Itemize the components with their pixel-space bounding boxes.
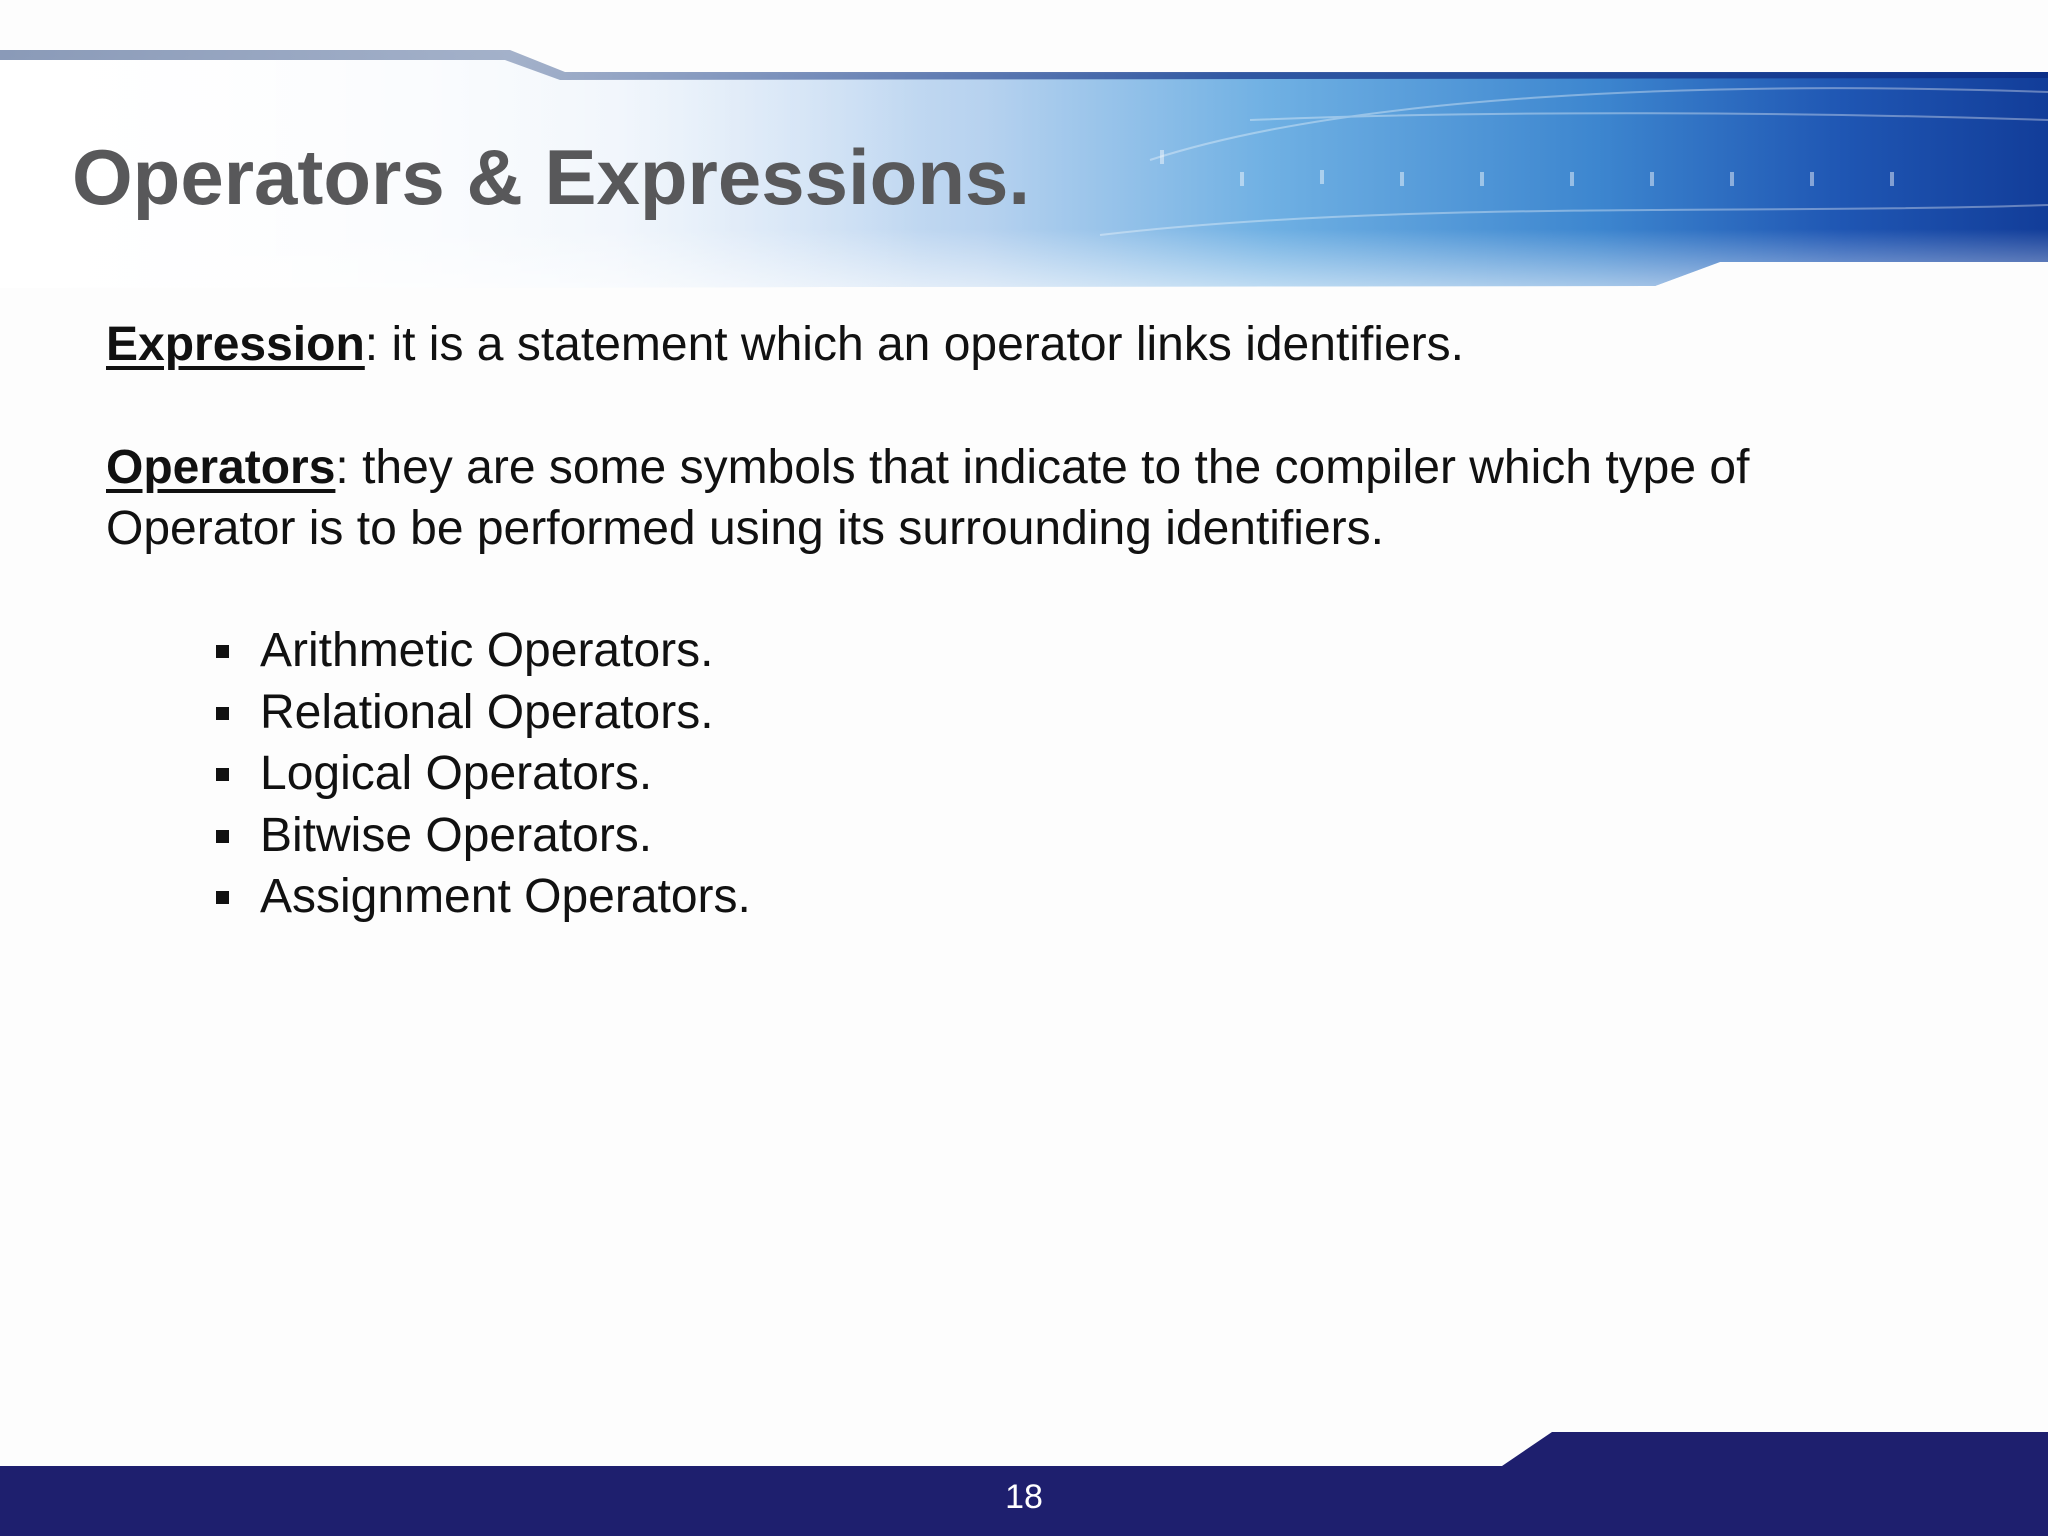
list-item xyxy=(212,682,751,744)
operators-definition xyxy=(106,437,1946,559)
square-bullet-icon xyxy=(216,645,229,658)
list-item-label: Arithmetic Operators. xyxy=(260,624,714,677)
list-item-label: Logical Operators. xyxy=(260,747,653,800)
page-number: 18 xyxy=(1005,1478,1043,1516)
operators-definition-text: : they are some symbols that indicate to the compiler which type of Operator is to be performed using its surrounding identifiers. xyxy=(106,441,1750,555)
list-item-label: Assignment Operators. xyxy=(260,870,751,923)
list-item xyxy=(212,805,751,867)
expression-term: Expression xyxy=(106,318,365,371)
list-item xyxy=(212,743,751,805)
list-item-label: Bitwise Operators. xyxy=(260,808,653,862)
list-item-label: Relational Operators. xyxy=(260,685,714,739)
square-bullet-icon xyxy=(216,891,229,904)
operators-term: Operators xyxy=(106,441,336,494)
square-bullet-icon xyxy=(216,830,229,843)
expression-definition-text: : it is a statement which an operator links identifiers. xyxy=(364,318,1464,371)
square-bullet-icon xyxy=(216,768,229,781)
expression-definition xyxy=(106,314,1946,375)
list-item xyxy=(212,866,751,928)
operator-types-list xyxy=(212,620,751,928)
list-item xyxy=(212,620,751,682)
slide-title: Operators & Expressions. xyxy=(72,133,1031,221)
square-bullet-icon xyxy=(216,707,229,720)
